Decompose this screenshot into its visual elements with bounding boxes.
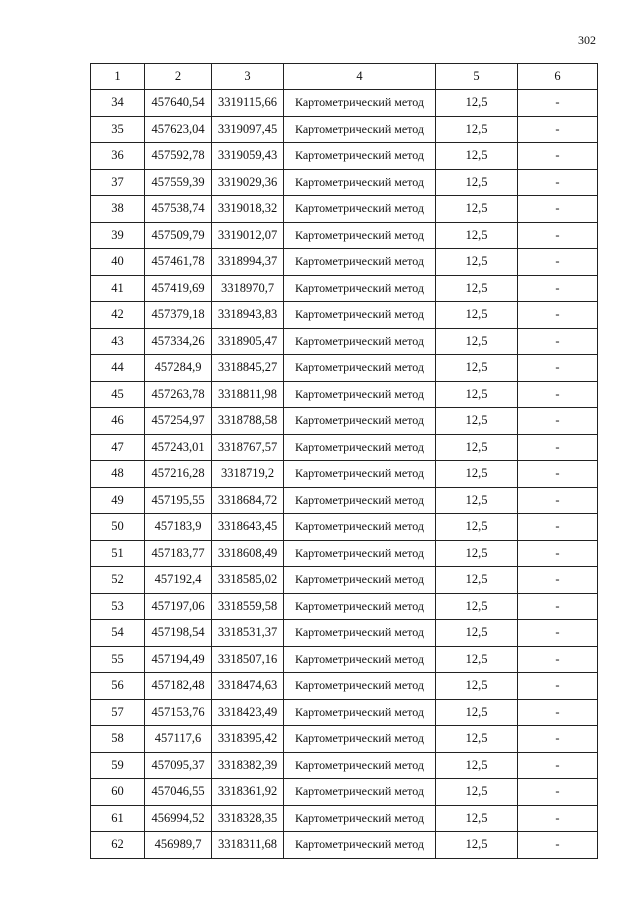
table-cell: 49	[91, 487, 145, 514]
table-cell: 47	[91, 434, 145, 461]
table-cell: 12,5	[436, 196, 518, 223]
table-cell: Картометрический метод	[284, 222, 436, 249]
table-cell: 12,5	[436, 752, 518, 779]
table-row	[91, 408, 598, 435]
table-cell: 3318767,57	[212, 434, 284, 461]
table-cell: -	[518, 567, 598, 594]
table-cell: 3318719,2	[212, 461, 284, 488]
table-row	[91, 514, 598, 541]
table-cell: 457216,28	[145, 461, 212, 488]
table-cell: 3318507,16	[212, 646, 284, 673]
table-cell: 457183,77	[145, 540, 212, 567]
table-cell: 3318531,37	[212, 620, 284, 647]
table-cell: 457197,06	[145, 593, 212, 620]
table-cell: 12,5	[436, 567, 518, 594]
table-cell: 35	[91, 116, 145, 143]
column-header: 1	[91, 64, 145, 90]
table-cell: Картометрический метод	[284, 646, 436, 673]
table-cell: -	[518, 805, 598, 832]
table-cell: 3319018,32	[212, 196, 284, 223]
table-cell: -	[518, 90, 598, 117]
table-cell: -	[518, 673, 598, 700]
table-cell: 3318845,27	[212, 355, 284, 382]
table-cell: 40	[91, 249, 145, 276]
table-cell: Картометрический метод	[284, 540, 436, 567]
table-cell: 457117,6	[145, 726, 212, 753]
table-cell: Картометрический метод	[284, 699, 436, 726]
table-cell: 457334,26	[145, 328, 212, 355]
table-row	[91, 779, 598, 806]
table-cell: -	[518, 752, 598, 779]
table-cell: 456994,52	[145, 805, 212, 832]
table-cell: 12,5	[436, 514, 518, 541]
table-cell: -	[518, 540, 598, 567]
column-header: 6	[518, 64, 598, 90]
table-cell: 457419,69	[145, 275, 212, 302]
table-cell: 12,5	[436, 434, 518, 461]
table-cell: -	[518, 832, 598, 859]
table-cell: -	[518, 593, 598, 620]
table-cell: 12,5	[436, 832, 518, 859]
table-cell: -	[518, 328, 598, 355]
table-cell: Картометрический метод	[284, 567, 436, 594]
table-cell: 12,5	[436, 673, 518, 700]
table-header	[91, 64, 598, 90]
table-cell: 3318608,49	[212, 540, 284, 567]
table-cell: 12,5	[436, 222, 518, 249]
table-cell: 457592,78	[145, 143, 212, 170]
table-cell: 457559,39	[145, 169, 212, 196]
table-row	[91, 249, 598, 276]
table-cell: 457379,18	[145, 302, 212, 329]
table-cell: -	[518, 620, 598, 647]
table-cell: 3319059,43	[212, 143, 284, 170]
table-cell: 12,5	[436, 355, 518, 382]
table-cell: Картометрический метод	[284, 249, 436, 276]
table-cell: 39	[91, 222, 145, 249]
table-cell: 54	[91, 620, 145, 647]
column-header: 3	[212, 64, 284, 90]
table-cell: 3318970,7	[212, 275, 284, 302]
table-cell: Картометрический метод	[284, 196, 436, 223]
table-row	[91, 593, 598, 620]
table-cell: -	[518, 699, 598, 726]
table-cell: -	[518, 355, 598, 382]
table-row	[91, 726, 598, 753]
table-cell: Картометрический метод	[284, 779, 436, 806]
table-row	[91, 222, 598, 249]
table-cell: 46	[91, 408, 145, 435]
table-cell: 12,5	[436, 487, 518, 514]
table-cell: 12,5	[436, 726, 518, 753]
table-cell: 48	[91, 461, 145, 488]
table-cell: -	[518, 408, 598, 435]
table-cell: -	[518, 487, 598, 514]
table-cell: 3318643,45	[212, 514, 284, 541]
page-number: 302	[578, 33, 596, 47]
table-cell: 12,5	[436, 381, 518, 408]
table-cell: 3318361,92	[212, 779, 284, 806]
table-row	[91, 567, 598, 594]
table-cell: 457183,9	[145, 514, 212, 541]
column-header: 2	[145, 64, 212, 90]
table-cell: 3318423,49	[212, 699, 284, 726]
table-cell: 61	[91, 805, 145, 832]
table-cell: 3318811,98	[212, 381, 284, 408]
table-cell: Картометрический метод	[284, 752, 436, 779]
table-row	[91, 275, 598, 302]
table-row	[91, 434, 598, 461]
table-cell: 3318559,58	[212, 593, 284, 620]
table-cell: -	[518, 275, 598, 302]
table-cell: -	[518, 143, 598, 170]
table-cell: 456989,7	[145, 832, 212, 859]
table-cell: 457046,55	[145, 779, 212, 806]
table-cell: 12,5	[436, 90, 518, 117]
table-row	[91, 832, 598, 859]
table-cell: 44	[91, 355, 145, 382]
coordinates-table	[90, 63, 598, 859]
table-cell: 3318395,42	[212, 726, 284, 753]
table-cell: 42	[91, 302, 145, 329]
table-cell: Картометрический метод	[284, 514, 436, 541]
table-cell: 12,5	[436, 408, 518, 435]
table-cell: 457623,04	[145, 116, 212, 143]
table-cell: Картометрический метод	[284, 487, 436, 514]
table-cell: 12,5	[436, 699, 518, 726]
table-cell: Картометрический метод	[284, 461, 436, 488]
table-row	[91, 302, 598, 329]
table-cell: 52	[91, 567, 145, 594]
table-cell: 12,5	[436, 302, 518, 329]
table-cell: 57	[91, 699, 145, 726]
table-cell: 59	[91, 752, 145, 779]
table-cell: Картометрический метод	[284, 116, 436, 143]
table-cell: 45	[91, 381, 145, 408]
table-cell: 3319012,07	[212, 222, 284, 249]
table-cell: 51	[91, 540, 145, 567]
table-row	[91, 143, 598, 170]
table-cell: 34	[91, 90, 145, 117]
column-header: 5	[436, 64, 518, 90]
table-row	[91, 196, 598, 223]
table-row	[91, 381, 598, 408]
table-row	[91, 461, 598, 488]
table-cell: 3318382,39	[212, 752, 284, 779]
table-cell: -	[518, 646, 598, 673]
column-header: 4	[284, 64, 436, 90]
table-cell: 12,5	[436, 540, 518, 567]
table-cell: -	[518, 196, 598, 223]
table-cell: 3319115,66	[212, 90, 284, 117]
table-cell: 37	[91, 169, 145, 196]
table-cell: 457263,78	[145, 381, 212, 408]
table-cell: 457509,79	[145, 222, 212, 249]
table-cell: 60	[91, 779, 145, 806]
table-cell: 12,5	[436, 169, 518, 196]
table-cell: 62	[91, 832, 145, 859]
table-row	[91, 699, 598, 726]
table-row	[91, 620, 598, 647]
table-row	[91, 646, 598, 673]
table-cell: -	[518, 222, 598, 249]
table-cell: -	[518, 779, 598, 806]
table-cell: Картометрический метод	[284, 620, 436, 647]
table-cell: -	[518, 169, 598, 196]
table-cell: 3318474,63	[212, 673, 284, 700]
table-row	[91, 169, 598, 196]
table-cell: 3318943,83	[212, 302, 284, 329]
table-cell: Картометрический метод	[284, 381, 436, 408]
table-cell: 457461,78	[145, 249, 212, 276]
table-cell: Картометрический метод	[284, 169, 436, 196]
table-cell: -	[518, 116, 598, 143]
table-cell: 3318684,72	[212, 487, 284, 514]
table-row	[91, 487, 598, 514]
table-row	[91, 752, 598, 779]
table-row	[91, 355, 598, 382]
table-cell: 3318788,58	[212, 408, 284, 435]
table-body	[91, 90, 598, 859]
table-cell: -	[518, 726, 598, 753]
table-cell: 457640,54	[145, 90, 212, 117]
table-cell: Картометрический метод	[284, 90, 436, 117]
table-cell: 457538,74	[145, 196, 212, 223]
table-cell: 3318328,35	[212, 805, 284, 832]
table-cell: Картометрический метод	[284, 302, 436, 329]
table-cell: 12,5	[436, 328, 518, 355]
table-cell: Картометрический метод	[284, 275, 436, 302]
table-cell: Картометрический метод	[284, 143, 436, 170]
table-cell: 12,5	[436, 593, 518, 620]
table-cell: 3318311,68	[212, 832, 284, 859]
table-cell: Картометрический метод	[284, 328, 436, 355]
table-row	[91, 805, 598, 832]
table-cell: 43	[91, 328, 145, 355]
table-cell: 3318994,37	[212, 249, 284, 276]
table-cell: 12,5	[436, 275, 518, 302]
table-cell: 457182,48	[145, 673, 212, 700]
table-cell: 457198,54	[145, 620, 212, 647]
table-cell: 12,5	[436, 646, 518, 673]
table-cell: 457095,37	[145, 752, 212, 779]
table-cell: Картометрический метод	[284, 593, 436, 620]
table-row	[91, 90, 598, 117]
table-row	[91, 540, 598, 567]
table-cell: 50	[91, 514, 145, 541]
table-cell: 3319097,45	[212, 116, 284, 143]
table-cell: Картометрический метод	[284, 805, 436, 832]
table-row	[91, 673, 598, 700]
table-cell: 457192,4	[145, 567, 212, 594]
table-cell: Картометрический метод	[284, 673, 436, 700]
table-cell: 41	[91, 275, 145, 302]
table-cell: -	[518, 381, 598, 408]
table-cell: -	[518, 434, 598, 461]
header-row	[91, 64, 598, 90]
table-cell: Картометрический метод	[284, 434, 436, 461]
table-cell: Картометрический метод	[284, 726, 436, 753]
table-cell: 12,5	[436, 779, 518, 806]
table-cell: 457243,01	[145, 434, 212, 461]
table-cell: 3318905,47	[212, 328, 284, 355]
table-cell: 457194,49	[145, 646, 212, 673]
table-cell: 457284,9	[145, 355, 212, 382]
table-cell: 12,5	[436, 805, 518, 832]
table-cell: 53	[91, 593, 145, 620]
table-cell: -	[518, 302, 598, 329]
table-cell: 56	[91, 673, 145, 700]
table-cell: Картометрический метод	[284, 355, 436, 382]
table-cell: -	[518, 461, 598, 488]
table-cell: -	[518, 249, 598, 276]
table-cell: 457153,76	[145, 699, 212, 726]
table-cell: 36	[91, 143, 145, 170]
table-cell: 12,5	[436, 249, 518, 276]
table-cell: 457195,55	[145, 487, 212, 514]
table-cell: 12,5	[436, 620, 518, 647]
table-cell: 38	[91, 196, 145, 223]
table-cell: 3318585,02	[212, 567, 284, 594]
table-row	[91, 116, 598, 143]
table-cell: 3319029,36	[212, 169, 284, 196]
table-cell: 12,5	[436, 461, 518, 488]
table-cell: 457254,97	[145, 408, 212, 435]
table-cell: 12,5	[436, 143, 518, 170]
table-cell: Картометрический метод	[284, 832, 436, 859]
table-row	[91, 328, 598, 355]
table-cell: -	[518, 514, 598, 541]
table-cell: 58	[91, 726, 145, 753]
table-cell: Картометрический метод	[284, 408, 436, 435]
table-cell: 12,5	[436, 116, 518, 143]
table-cell: 55	[91, 646, 145, 673]
